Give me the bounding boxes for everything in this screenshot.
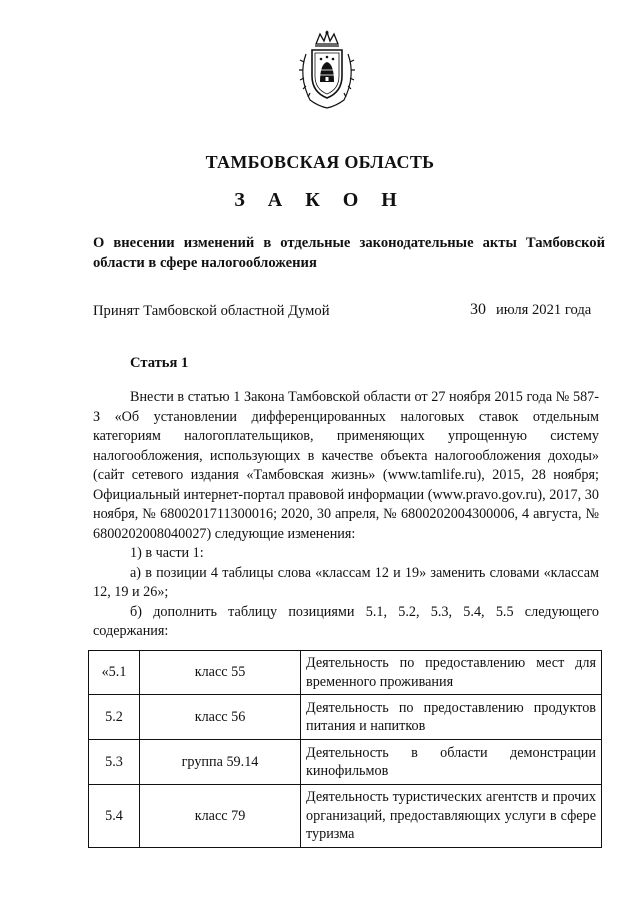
okved-code: класс 79 (140, 785, 301, 848)
activity-description: Деятельность по предоставлению мест для временного проживания (301, 651, 602, 695)
okved-code: класс 56 (140, 695, 301, 740)
article-paragraph: б) дополнить таблицу позициями 5.1, 5.2, 5.3, 5.4, 5.5 следующего содержания: (93, 603, 599, 639)
position-number: 5.4 (89, 785, 140, 848)
law-title: О внесении изменений в отдельные законодательные акты Тамбовской области в сфере налогообложения (93, 235, 605, 271)
positions-table (88, 650, 602, 848)
activity-description: Деятельность в области демонстрации кинофильмов (301, 740, 602, 785)
coat-of-arms-icon (296, 30, 358, 110)
okved-code: группа 59.14 (140, 740, 301, 785)
activity-description: Деятельность по предоставлению продуктов питания и напитков (301, 695, 602, 740)
article-paragraph: а) в позиции 4 таблицы слова «классам 12 и 19» заменить словами «классам 12, 19 и 26»; (93, 564, 599, 600)
table-row (89, 785, 602, 848)
adoption-day: 30 (470, 301, 486, 318)
article-paragraph: Внести в статью 1 Закона Тамбовской области от 27 ноября 2015 года № 587-З «Об установлении дифференцированных налоговых ставок отдельным категориям налогоплательщиков, применяющих упрощенную систему налогообложения, использующих в качестве объекта налогообложения доходы» (сайт сетевого издания «Тамбовская жизнь» (www.tamlife.ru), 2015, 28 ноября; Официальный интернет-портал правовой информации (www.pravo.gov.ru), 2017, 30 ноября, № 6800201711300016; 2020, 30 апреля, № 6800202004300006, 4 августа, № 6800202008040027) следующие изменения: (93, 389, 599, 542)
adoption-text: Принят Тамбовской областной Думой (93, 303, 330, 319)
article-paragraph: 1) в части 1: (130, 545, 204, 561)
adoption-month-year: июля 2021 года (496, 302, 592, 318)
position-number: 5.3 (89, 740, 140, 785)
article-body (93, 388, 599, 642)
document-type: З А К О Н (234, 189, 406, 211)
table-row (89, 651, 602, 695)
table-row (89, 695, 602, 740)
region-name: ТАМБОВСКАЯ ОБЛАСТЬ (205, 152, 435, 172)
position-number: 5.2 (89, 695, 140, 740)
article-heading: Статья 1 (130, 355, 189, 371)
activity-description: Деятельность туристических агентств и прочих организаций, предоставляющих услуги в сфере туризма (301, 785, 602, 848)
okved-code: класс 55 (140, 651, 301, 695)
adoption-date (470, 301, 591, 319)
table-row (89, 740, 602, 785)
position-number: «5.1 (89, 651, 140, 695)
